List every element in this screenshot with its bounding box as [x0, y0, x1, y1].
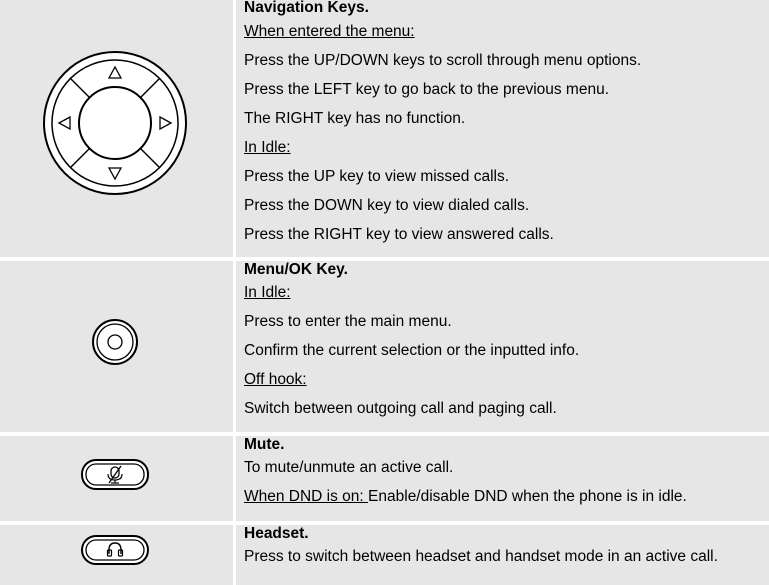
- description-line: Press the RIGHT key to view answered calls.: [244, 226, 554, 243]
- description-line: Switch between outgoing call and paging call.: [244, 400, 557, 417]
- icon-cell: [0, 525, 233, 585]
- table-row-mute: [0, 436, 769, 521]
- description-cell: [236, 261, 769, 432]
- condition-label: In Idle:: [244, 284, 291, 301]
- description-line: Press the UP key to view missed calls.: [244, 168, 510, 185]
- description-line: Press to enter the main menu.: [244, 313, 452, 330]
- icon-cell: [0, 0, 233, 257]
- description-line: Press the LEFT key to go back to the previous menu.: [244, 81, 610, 98]
- description-line: Press to switch between headset and handset mode in an active call.: [244, 548, 718, 565]
- row-title: Mute.: [244, 436, 285, 453]
- icon-cell: [0, 261, 233, 432]
- condition-label: In Idle:: [244, 139, 291, 156]
- condition-label: Off hook:: [244, 371, 307, 388]
- description-text: Enable/disable DND when the phone is in idle.: [368, 488, 687, 505]
- description-line: Press the DOWN key to view dialed calls.: [244, 197, 530, 214]
- headset-key-icon: [81, 535, 149, 565]
- icon-cell: [0, 436, 233, 521]
- navigation-keys-icon: [42, 50, 188, 196]
- description-line: [244, 482, 769, 511]
- description-cell: [236, 525, 769, 585]
- description-line: Confirm the current selection or the inputted info.: [244, 342, 580, 359]
- table-row-headset: [0, 525, 769, 585]
- row-title: Headset.: [244, 525, 309, 542]
- description-cell: [236, 0, 769, 257]
- description-line: Press the UP/DOWN keys to scroll through menu options.: [244, 52, 642, 69]
- condition-label: When DND is on:: [244, 488, 369, 505]
- condition-label: When entered the menu:: [244, 23, 415, 40]
- row-title: Menu/OK Key.: [244, 261, 348, 278]
- description-cell: [236, 436, 769, 521]
- table-row-navigation: [0, 0, 769, 257]
- description-line: The RIGHT key has no function.: [244, 110, 466, 127]
- row-title: Navigation Keys.: [244, 0, 369, 16]
- menu-ok-key-icon: [91, 318, 139, 366]
- description-line: To mute/unmute an active call.: [244, 459, 454, 476]
- mute-key-icon: [81, 459, 149, 490]
- table-row-menu-ok: [0, 261, 769, 432]
